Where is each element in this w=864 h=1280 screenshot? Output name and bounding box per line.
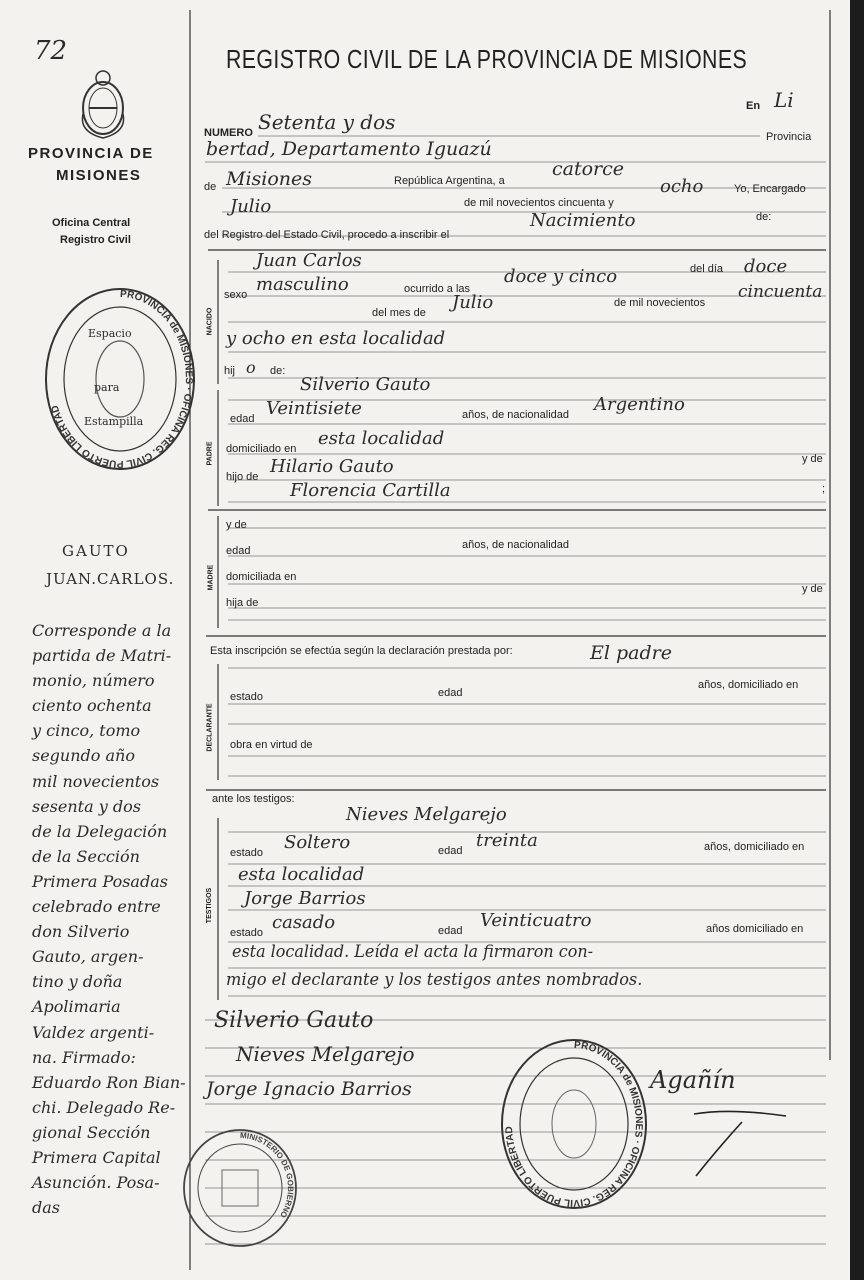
province-line2: MISIONES [56, 167, 142, 184]
officer-flourish [690, 1106, 790, 1186]
office-line1: Oficina Central [52, 217, 131, 229]
mes-nac-value: Julio [452, 292, 494, 313]
en-label: En [746, 100, 761, 112]
encargado-label: Yo, Encargado [734, 183, 806, 195]
note-line: Gauto, argen- [32, 947, 144, 967]
closing-line: migo el declarante y los testigos antes nombrados. [226, 970, 643, 990]
note-line: partida de Matri- [32, 646, 172, 666]
office-line2: Registro Civil [60, 234, 131, 246]
anio-nac-value-2: y ocho en esta localidad [226, 328, 446, 349]
marginal-note [32, 618, 192, 1220]
anio-nac-value-1: cincuenta [738, 282, 823, 302]
sexo-value: masculino [256, 274, 349, 295]
note-line: Apolimaria [32, 997, 121, 1017]
testigo1-estado: Soltero [284, 832, 351, 853]
padre-padre: Hilario Gauto [270, 456, 394, 477]
side-declarante: DECLARANTE [206, 703, 214, 752]
signature-silverio: Silverio Gauto [214, 1008, 374, 1033]
side-padre: PADRE [206, 441, 214, 466]
note-line: mil novecientos [32, 771, 160, 791]
testigo1-estado-label: estado [230, 847, 264, 859]
acto-value: Nacimiento [530, 210, 636, 231]
note-line: gional Sección [32, 1122, 151, 1142]
en-value: Li [774, 88, 794, 112]
madre-y-de-label-2: y de [802, 583, 823, 595]
scan-edge [850, 0, 864, 1280]
side-madre: MADRE [207, 564, 215, 591]
testigos-label: ante los testigos: [212, 793, 295, 805]
note-line: na. Firmado: [32, 1047, 136, 1067]
note-line: chi. Delegado Re- [32, 1097, 176, 1117]
stamp-ring-text: PROVINCIA de MISIONES · OFICINA REG. CIVIL PUERTO LIBERTAD [49, 288, 194, 470]
padre-edad: Veintisiete [266, 398, 362, 419]
surname: GAUTO [62, 542, 130, 560]
testigo2-edad: Veinticuatro [480, 910, 592, 931]
madre-hija-de-label: hija de [226, 597, 259, 609]
signature-nieves: Nieves Melgarejo [236, 1042, 415, 1066]
note-line: Corresponde a la [32, 621, 172, 640]
given-names: JUAN.CARLOS. [46, 570, 175, 588]
side-testigos: TESTIGOS [206, 887, 214, 924]
testigo1-anos-label: años, domiciliado en [704, 841, 805, 853]
inscripcion-label: Esta inscripción se efectúa según la declaración prestada por: [210, 645, 513, 657]
note-line: de la Delegación [32, 821, 168, 841]
numero-value: Setenta y dos [258, 110, 396, 134]
hij-label: hij [224, 365, 236, 377]
testigo2-estado: casado [272, 912, 336, 933]
note-line: celebrado entre [32, 897, 161, 917]
page-number: 72 [34, 36, 68, 66]
novecientos-label: de mil novecientos cincuenta y [464, 197, 614, 209]
testigo2-estado-label: estado [230, 927, 264, 939]
svg-text:PROVINCIA de MISIONES · OFICIN [50, 289, 194, 469]
stamp2-ring-text: PROVINCIA de MISIONES · OFICINA REG. CIVIL PUERTO LIBERTAD [503, 1039, 645, 1209]
de-colon-label: de: [756, 211, 772, 223]
republica-label: República Argentina, a [394, 175, 505, 187]
page-title: REGISTRO CIVIL DE LA PROVINCIA DE MISIONES [226, 44, 748, 74]
mil-nov-label: de mil novecientos [614, 297, 706, 309]
declarante-anos-label: años, domiciliado en [698, 679, 799, 691]
numero-label: NUMERO [204, 127, 253, 139]
testigo1-edad-label: edad [438, 845, 463, 857]
procedo-label: del Registro del Estado Civil, procedo a inscribir el [204, 229, 450, 241]
testigo1-edad: treinta [476, 830, 538, 851]
padre-anos-label: años, de nacionalidad [462, 409, 570, 421]
note-line: Primera Posadas [32, 871, 168, 891]
testigo1-nombre: Nieves Melgarejo [346, 804, 507, 825]
padre-nombre: Silverio Gauto [300, 374, 431, 395]
note-line: ciento ochenta [32, 696, 152, 716]
testigo2-edad-label: edad [438, 925, 463, 937]
note-line: Valdez argenti- [32, 1022, 155, 1042]
signature-jorge: Jorge Ignacio Barrios [206, 1078, 412, 1100]
sexo-label: sexo [224, 289, 248, 301]
padre-semicolon: ; [822, 483, 826, 495]
anio-value: ocho [660, 176, 704, 197]
note-line: don Silverio [32, 922, 130, 942]
note-line: monio, número [32, 671, 155, 691]
padre-dom-label: domiciliado en [226, 443, 297, 455]
testigo2-domicilio: esta localidad. Leída el acta la firmaron con- [232, 942, 594, 962]
declarante-edad-label: edad [438, 687, 463, 699]
coat-of-arms-icon [75, 64, 131, 144]
testigo2-nombre: Jorge Barrios [244, 888, 366, 909]
note-line: tino y doña [32, 972, 123, 992]
padre-nacionalidad: Argentino [594, 394, 685, 415]
padre-y-de-label: y de [802, 453, 823, 465]
declarante-value: El padre [590, 642, 672, 664]
testigo1-domicilio: esta localidad [238, 864, 365, 885]
provincia-value: Misiones [226, 168, 313, 190]
side-nacido: NACIDO [206, 307, 214, 336]
stamp-inner-2: para [94, 381, 120, 394]
signature-officer: Agañín [650, 1066, 736, 1094]
madre-anos-label: años, de nacionalidad [462, 539, 570, 551]
padre-domicilio: esta localidad [318, 428, 445, 449]
stamp-inner-1: Espacio [88, 327, 132, 340]
note-line: de la Sección [32, 846, 140, 866]
obra-label: obra en virtud de [230, 739, 313, 751]
dia-nac-value: doce [744, 256, 788, 277]
madre-y-de-label: y de [226, 519, 247, 531]
testigo2-anos-label: años domiciliado en [706, 923, 804, 935]
declarante-estado-label: estado [230, 691, 264, 703]
ministry-stamp [180, 1124, 300, 1250]
note-line: das [32, 1198, 60, 1218]
padre-hijo-de-label: hijo de [226, 471, 259, 483]
padre-edad-label: edad [230, 413, 255, 425]
note-line: Asunción. Posa- [32, 1173, 160, 1193]
svg-text:PROVINCIA de MISIONES · OFICIN [504, 1040, 644, 1208]
provincia-label: Provincia [766, 131, 812, 143]
hora-value: doce y cinco [504, 266, 618, 287]
note-line: Primera Capital [32, 1147, 161, 1167]
del-dia-label: del día [690, 263, 724, 275]
padre-madre: Florencia Cartilla [290, 480, 451, 501]
registry-stamp [40, 285, 200, 475]
stamp3-ring-text: MINISTERIO DE GOBIERNO [239, 1130, 295, 1220]
note-line: segundo año [32, 746, 135, 766]
mes-value: Julio [230, 196, 272, 217]
madre-edad-label: edad [226, 545, 251, 557]
stamp-inner-3: Estampilla [84, 415, 144, 428]
note-line: y cinco, tomo [32, 721, 141, 741]
note-line: sesenta y dos [32, 796, 141, 816]
nombre-value: Juan Carlos [256, 250, 362, 271]
ocurrido-label: ocurrido a las [404, 283, 471, 295]
province-line1: PROVINCIA DE [28, 145, 154, 162]
hij-value: o [246, 358, 256, 377]
madre-dom-label: domiciliada en [226, 571, 297, 583]
de2-label: de: [270, 365, 286, 377]
localidad-value: bertad, Departamento Iguazú [206, 138, 492, 160]
del-mes-label: del mes de [372, 307, 426, 319]
de-label: de [204, 181, 217, 193]
registry-stamp-2 [496, 1034, 656, 1214]
note-line: Eduardo Ron Bian- [32, 1072, 186, 1092]
dia-value: catorce [552, 158, 625, 180]
